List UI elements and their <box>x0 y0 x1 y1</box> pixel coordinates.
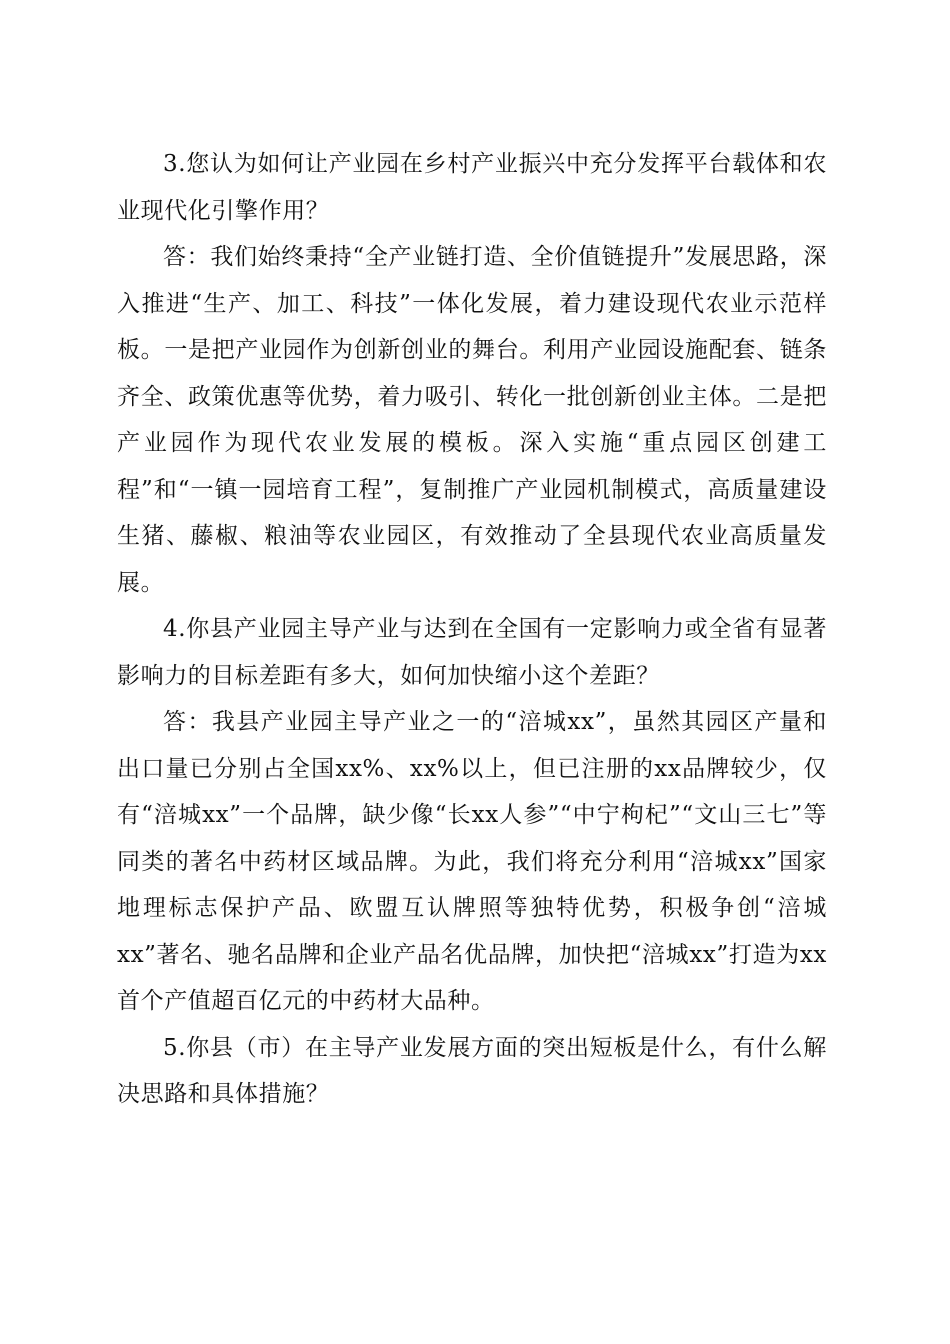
answer-4: 答：我县产业园主导产业之一的“涪城xx”，虽然其园区产量和出口量已分别占全国xx%、xx%以上，但已注册的xx品牌较少，仅有“涪城xx”一个品牌，缺少像“长xx人参”“中宁枸杞”“文山三七”等同类的著名中药材区域品牌。为此，我们将充分利用“涪城xx”国家地理标志保护产品、欧盟互认牌照等独特优势，积极争创“涪城xx”著名、驰名品牌和企业产品名优品牌，加快把“涪城xx”打造为xx首个产值超百亿元的中药材大品种。 <box>117 709 827 1014</box>
answer-3: 答：我们始终秉持“全产业链打造、全价值链提升”发展思路，深入推进“生产、加工、科技”一体化发展，着力建设现代农业示范样板。一是把产业园作为创新创业的舞台。利用产业园设施配套、链条齐全、政策优惠等优势，着力吸引、转化一批创新创业主体。二是把产业园作为现代农业发展的模板。深入实施“重点园区创建工程”和“一镇一园培育工程”，复制推广产业园机制模式，高质量建设生猪、藤椒、粮油等农业园区，有效推动了全县现代农业高质量发展。 <box>117 244 827 596</box>
question-5: 5.你县（市）在主导产业发展方面的突出短板是什么，有什么解决思路和具体措施？ <box>117 1034 827 1107</box>
question-4: 4.你县产业园主导产业与达到在全国有一定影响力或全省有显著影响力的目标差距有多大，如何加快缩小这个差距？ <box>117 616 827 689</box>
question-3: 3.您认为如何让产业园在乡村产业振兴中充分发挥平台载体和农业现代化引擎作用？ <box>117 151 827 224</box>
document-body <box>117 141 827 1118</box>
